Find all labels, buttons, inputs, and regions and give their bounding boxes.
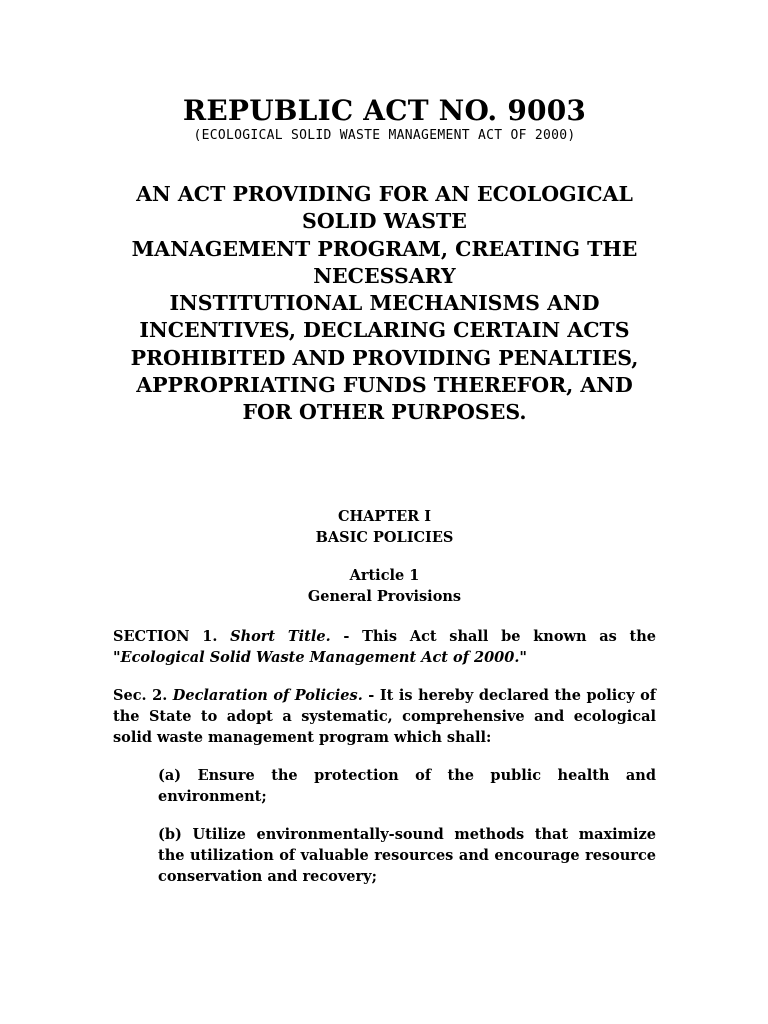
section-1-paragraph xyxy=(113,626,656,668)
section-2-paragraph xyxy=(113,685,656,748)
act-title xyxy=(113,181,656,427)
list-item-marker: (b) xyxy=(158,825,182,843)
article-heading xyxy=(113,565,656,607)
list-item-marker: (a) xyxy=(158,766,182,784)
list-item xyxy=(158,824,656,887)
section-1-quote: "Ecological Solid Waste Management Act of 2000." xyxy=(113,648,527,666)
list-item-text: Utilize environmentally-sound methods that maximize the utilization of valuable resources and encourage resource conservation and recovery; xyxy=(158,825,656,885)
section-2-label: Sec. 2. xyxy=(113,686,168,704)
chapter-number: CHAPTER I xyxy=(337,507,432,525)
chapter-heading xyxy=(113,506,656,548)
list-item-text: Ensure the protection of the public health and environment; xyxy=(158,766,656,805)
section-1-label: SECTION 1. xyxy=(113,627,218,645)
chapter-name: BASIC POLICIES xyxy=(315,528,454,546)
document-subtitle: (ECOLOGICAL SOLID WASTE MANAGEMENT ACT OF 2000) xyxy=(193,128,576,143)
act-title-line-2: MANAGEMENT PROGRAM, CREATING THE NECESSARY xyxy=(131,236,638,288)
section-2-heading: Declaration of Policies. xyxy=(172,686,363,704)
document-title: REPUBLIC ACT NO. 9003 xyxy=(182,94,587,127)
act-title-line-3: INSTITUTIONAL MECHANISMS AND INCENTIVES, DECLARING CERTAIN ACTS PROHIBITED AND PROVIDING PENALTIES, APPROPRIATING FUNDS THEREFOR, AND FOR OTHER PURPOSES. xyxy=(130,291,639,425)
article-number: Article 1 xyxy=(349,566,420,584)
list-item xyxy=(158,765,656,807)
section-1-text: - This Act shall be known as the xyxy=(343,627,656,645)
section-2-text: - It is hereby declared the policy of the State to adopt a systematic, comprehensive and ecological solid waste management program which shall: xyxy=(113,686,656,746)
article-name: General Provisions xyxy=(307,587,462,605)
section-1-heading: Short Title. xyxy=(230,627,331,645)
act-title-line-1: AN ACT PROVIDING FOR AN ECOLOGICAL SOLID WASTE xyxy=(136,182,633,234)
